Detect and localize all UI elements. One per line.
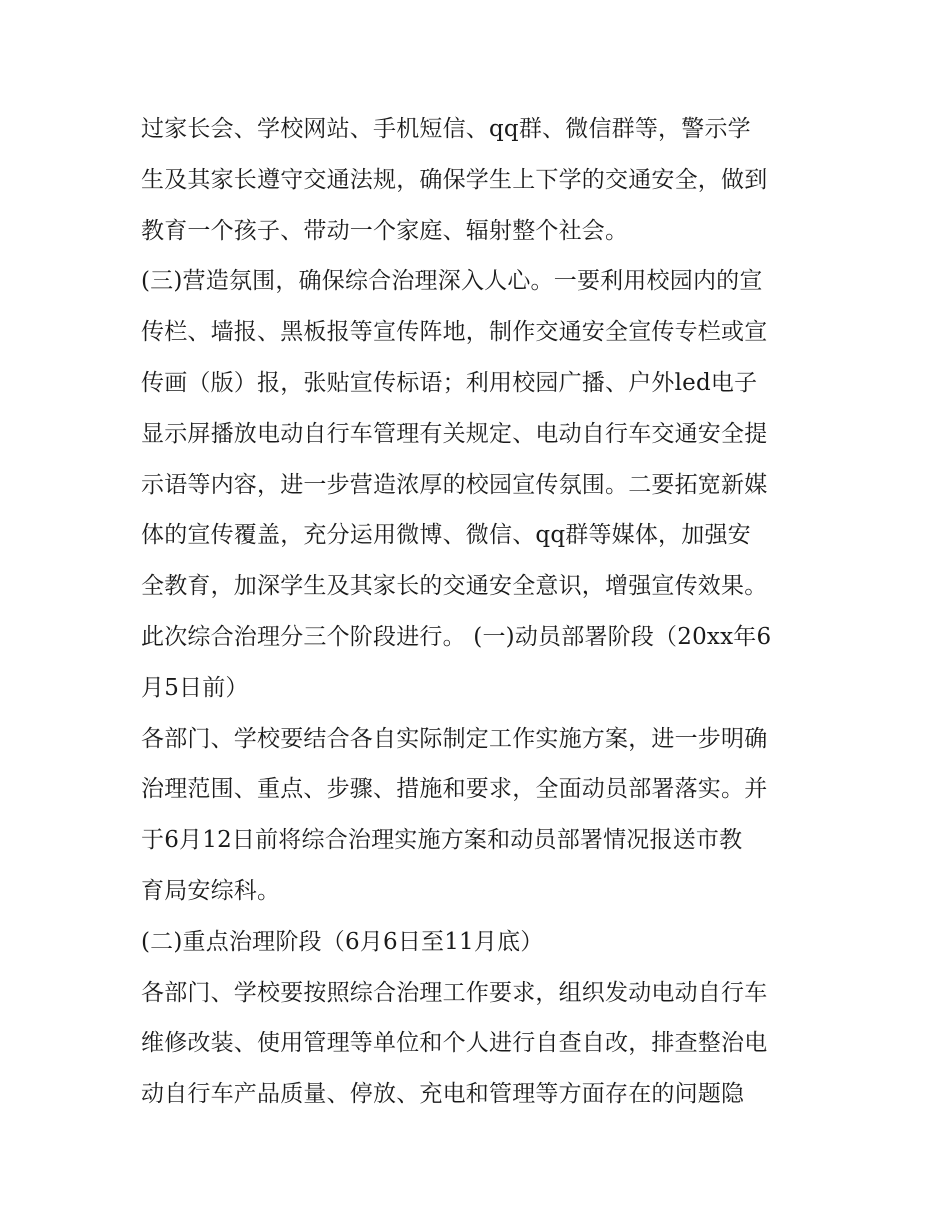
text-line: 育局安综科。 <box>141 877 281 904</box>
stage-one-heading: 此次综合治理分三个阶段进行。 (一)动员部署阶段（20xx年6 <box>141 623 772 650</box>
text-line: 教育一个孩子、带动一个家庭、辐射整个社会。 <box>141 217 629 244</box>
text-line: 月5日前） <box>141 674 249 701</box>
document-body <box>141 104 821 1120</box>
text-line: 各部门、学校要按照综合治理工作要求，组织发动电动自行车 <box>141 979 768 1006</box>
text-line: 维修改装、使用管理等单位和个人进行自查自改，排查整治电 <box>141 1030 768 1057</box>
text-line: 治理范围、重点、步骤、措施和要求，全面动员部署落实。并 <box>141 776 768 803</box>
text-line: 各部门、学校要结合各自实际制定工作实施方案，进一步明确 <box>141 725 768 752</box>
text-line: 体的宣传覆盖，充分运用微博、微信、qq群等媒体，加强安 <box>141 522 751 549</box>
text-line: 传栏、墙报、黑板报等宣传阵地，制作交通安全宣传专栏或宣 <box>141 319 768 346</box>
text-line: 于6月12日前将综合治理实施方案和动员部署情况报送市教 <box>141 827 743 854</box>
text-line: 显示屏播放电动自行车管理有关规定、电动自行车交通安全提 <box>141 420 768 447</box>
section-heading-three: (三)营造氛围，确保综合治理深入人心。一要利用校园内的宣 <box>141 268 763 295</box>
text-line: 传画（版）报，张贴宣传标语；利用校园广播、户外led电子 <box>141 369 758 396</box>
text-line: 动自行车产品质量、停放、充电和管理等方面存在的问题隐 <box>141 1081 745 1108</box>
text-line: 示语等内容，进一步营造浓厚的校园宣传氛围。二要拓宽新媒 <box>141 471 768 498</box>
text-line: 生及其家长遵守交通法规，确保学生上下学的交通安全，做到 <box>141 166 768 193</box>
text-line: 全教育，加深学生及其家长的交通安全意识，增强宣传效果。 <box>141 573 768 600</box>
stage-two-heading: (二)重点治理阶段（6月6日至11月底） <box>141 928 544 955</box>
text-line: 过家长会、学校网站、手机短信、qq群、微信群等，警示学 <box>141 116 751 142</box>
